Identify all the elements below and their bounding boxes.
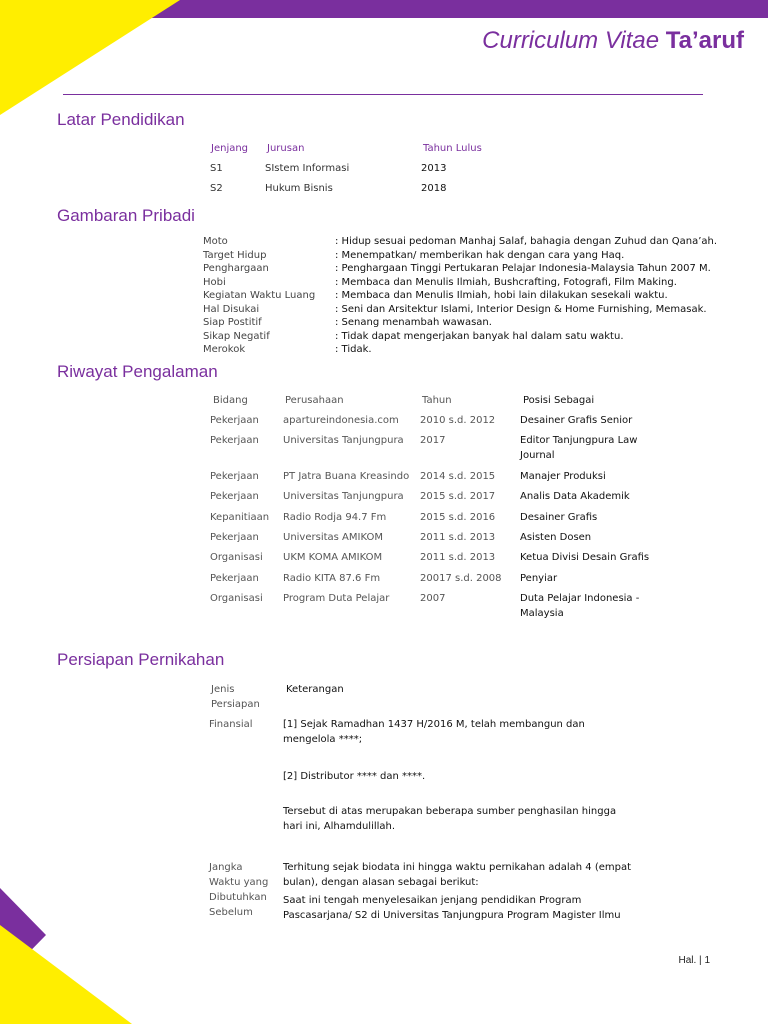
profile-row [203, 235, 717, 248]
profile-label: Sikap Negatif [203, 330, 270, 342]
exp-cell: Editor Tanjungpura Law Journal [520, 435, 638, 461]
exp-cell: 2011 s.d. 2013 [420, 552, 496, 563]
edu-cell: 2013 [421, 163, 447, 174]
exp-cell: 2017 [420, 435, 446, 446]
page-number: Hal. | 1 [678, 955, 710, 966]
profile-row [203, 316, 492, 329]
profile-value: : Tidak dapat mengerjakan banyak hal dalam satu waktu. [335, 330, 624, 342]
exp-cell: Pekerjaan [210, 471, 259, 482]
profile-value: : Hidup sesuai pedoman Manhaj Salaf, bahagia dengan Zuhud dan Qana’ah. [335, 236, 718, 247]
prep-header-keterangan: Keterangan [286, 684, 344, 695]
profile-value: : Penghargaan Tinggi Pertukaran Pelajar Indonesia-Malaysia Tahun 2007 M. [335, 263, 711, 274]
exp-cell: 2007 [420, 593, 446, 604]
exp-cell: Universitas AMIKOM [283, 532, 383, 543]
exp-cell: Organisasi [210, 593, 263, 604]
edu-header-jenjang: Jenjang [211, 143, 249, 154]
profile-value: : Senang menambah wawasan. [335, 317, 492, 328]
exp-header-bidang: Bidang [213, 395, 248, 406]
exp-cell: 2010 s.d. 2012 [420, 415, 496, 426]
profile-label: Merokok [203, 344, 246, 355]
edu-cell: S2 [210, 183, 223, 194]
profile-label: Target Hidup [203, 249, 267, 261]
title-italic: Curriculum Vitae [482, 27, 660, 54]
profile-row [203, 249, 624, 262]
profile-value: : Membaca dan Menulis Ilmiah, hobi lain dilakukan sesekali waktu. [335, 290, 668, 301]
exp-cell: Pekerjaan [210, 573, 259, 584]
exp-header-posisi: Posisi Sebagai [523, 395, 595, 406]
profile-row [203, 343, 372, 356]
edu-cell: 2018 [421, 183, 447, 194]
exp-cell: 2015 s.d. 2016 [420, 512, 496, 523]
yellow-corner-triangle [0, 0, 180, 115]
profile-value: : Tidak. [335, 344, 372, 355]
yellow-bottom-triangle [0, 925, 132, 1024]
exp-cell: Radio KITA 87.6 Fm [283, 573, 381, 584]
exp-cell: Pekerjaan [210, 435, 259, 446]
exp-cell: 2015 s.d. 2017 [420, 491, 496, 502]
document-title [482, 27, 744, 55]
edu-header-tahun: Tahun Lulus [423, 143, 482, 154]
profile-value: : Menempatkan/ memberikan hak dengan cara yang Haq. [335, 249, 625, 261]
exp-header-perusahaan: Perusahaan [285, 395, 344, 406]
exp-cell: Universitas Tanjungpura [283, 491, 404, 502]
edu-cell: SIstem Informasi [265, 163, 350, 174]
profile-label: Hobi [203, 276, 226, 288]
section-title-pribadi: Gambaran Pribadi [57, 206, 195, 225]
profile-row [203, 262, 711, 275]
edu-cell: Hukum Bisnis [265, 183, 333, 194]
exp-cell: Asisten Dosen [520, 532, 592, 543]
profile-row [203, 289, 668, 302]
exp-cell: Program Duta Pelajar [283, 593, 390, 604]
profile-label: Siap Postitif [203, 317, 262, 328]
title-divider [63, 94, 703, 95]
exp-cell: Organisasi [210, 552, 263, 563]
exp-cell: Manajer Produksi [520, 471, 606, 482]
prep-text: [2] Distributor **** dan ****. [283, 771, 426, 782]
exp-cell: Pekerjaan [210, 491, 259, 502]
profile-row [203, 276, 677, 289]
profile-row [203, 330, 624, 343]
section-title-pendidikan: Latar Pendidikan [57, 110, 185, 129]
exp-cell: Duta Pelajar Indonesia - Malaysia [520, 593, 640, 619]
exp-cell: Radio Rodja 94.7 Fm [283, 512, 387, 523]
edu-header-jurusan: Jurusan [267, 143, 305, 154]
exp-cell: apartureindonesia.com [283, 415, 399, 426]
section-title-pengalaman: Riwayat Pengalaman [57, 362, 218, 381]
exp-cell: Ketua Divisi Desain Grafis [520, 552, 650, 563]
profile-label: Penghargaan [203, 263, 269, 274]
profile-value: : Seni dan Arsitektur Islami, Interior Design & Home Furnishing, Memasak. [335, 303, 707, 315]
prep-header-jenis: Jenis Persiapan [211, 684, 260, 710]
exp-cell: Universitas Tanjungpura [283, 435, 404, 446]
exp-cell: 2011 s.d. 2013 [420, 532, 496, 543]
exp-cell: Pekerjaan [210, 415, 259, 426]
title-bold: Ta’aruf [665, 27, 744, 54]
exp-header-tahun: Tahun [422, 395, 452, 406]
exp-cell: Analis Data Akademik [520, 491, 630, 502]
prep-label-finansial: Finansial [209, 719, 253, 730]
profile-label: Hal Disukai [203, 303, 260, 315]
prep-label-jangka: Jangka Waktu yang Dibutuhkan Sebelum [209, 862, 269, 918]
prep-text: Terhitung sejak biodata ini hingga waktu pernikahan adalah 4 (empat bulan), dengan alasan sebagai berikut: [283, 862, 632, 888]
exp-cell: PT Jatra Buana Kreasindo [283, 471, 410, 482]
prep-text: Saat ini tengah menyelesaikan jenjang pendidikan Program Pascasarjana/ S2 di Universitas Tanjungpura Program Magister Ilmu [283, 895, 621, 921]
section-title-persiapan: Persiapan Pernikahan [57, 650, 225, 669]
profile-row [203, 303, 707, 316]
exp-cell: 20017 s.d. 2008 [420, 573, 502, 584]
prep-text: Tersebut di atas merupakan beberapa sumber penghasilan hingga hari ini, Alhamdulillah. [283, 806, 617, 832]
exp-cell: Desainer Grafis [520, 512, 598, 523]
edu-cell: S1 [210, 163, 223, 174]
exp-cell: Penyiar [520, 573, 558, 584]
profile-value: : Membaca dan Menulis Ilmiah, Bushcrafting, Fotografi, Film Making. [335, 276, 677, 288]
exp-cell: Kepanitiaan [210, 512, 270, 523]
prep-text: [1] Sejak Ramadhan 1437 H/2016 M, telah membangun dan mengelola ****; [283, 719, 585, 745]
profile-label: Moto [203, 236, 228, 247]
profile-label: Kegiatan Waktu Luang [203, 290, 316, 301]
exp-cell: UKM KOMA AMIKOM [283, 552, 383, 563]
exp-cell: Desainer Grafis Senior [520, 415, 633, 426]
exp-cell: 2014 s.d. 2015 [420, 471, 496, 482]
exp-cell: Pekerjaan [210, 532, 259, 543]
